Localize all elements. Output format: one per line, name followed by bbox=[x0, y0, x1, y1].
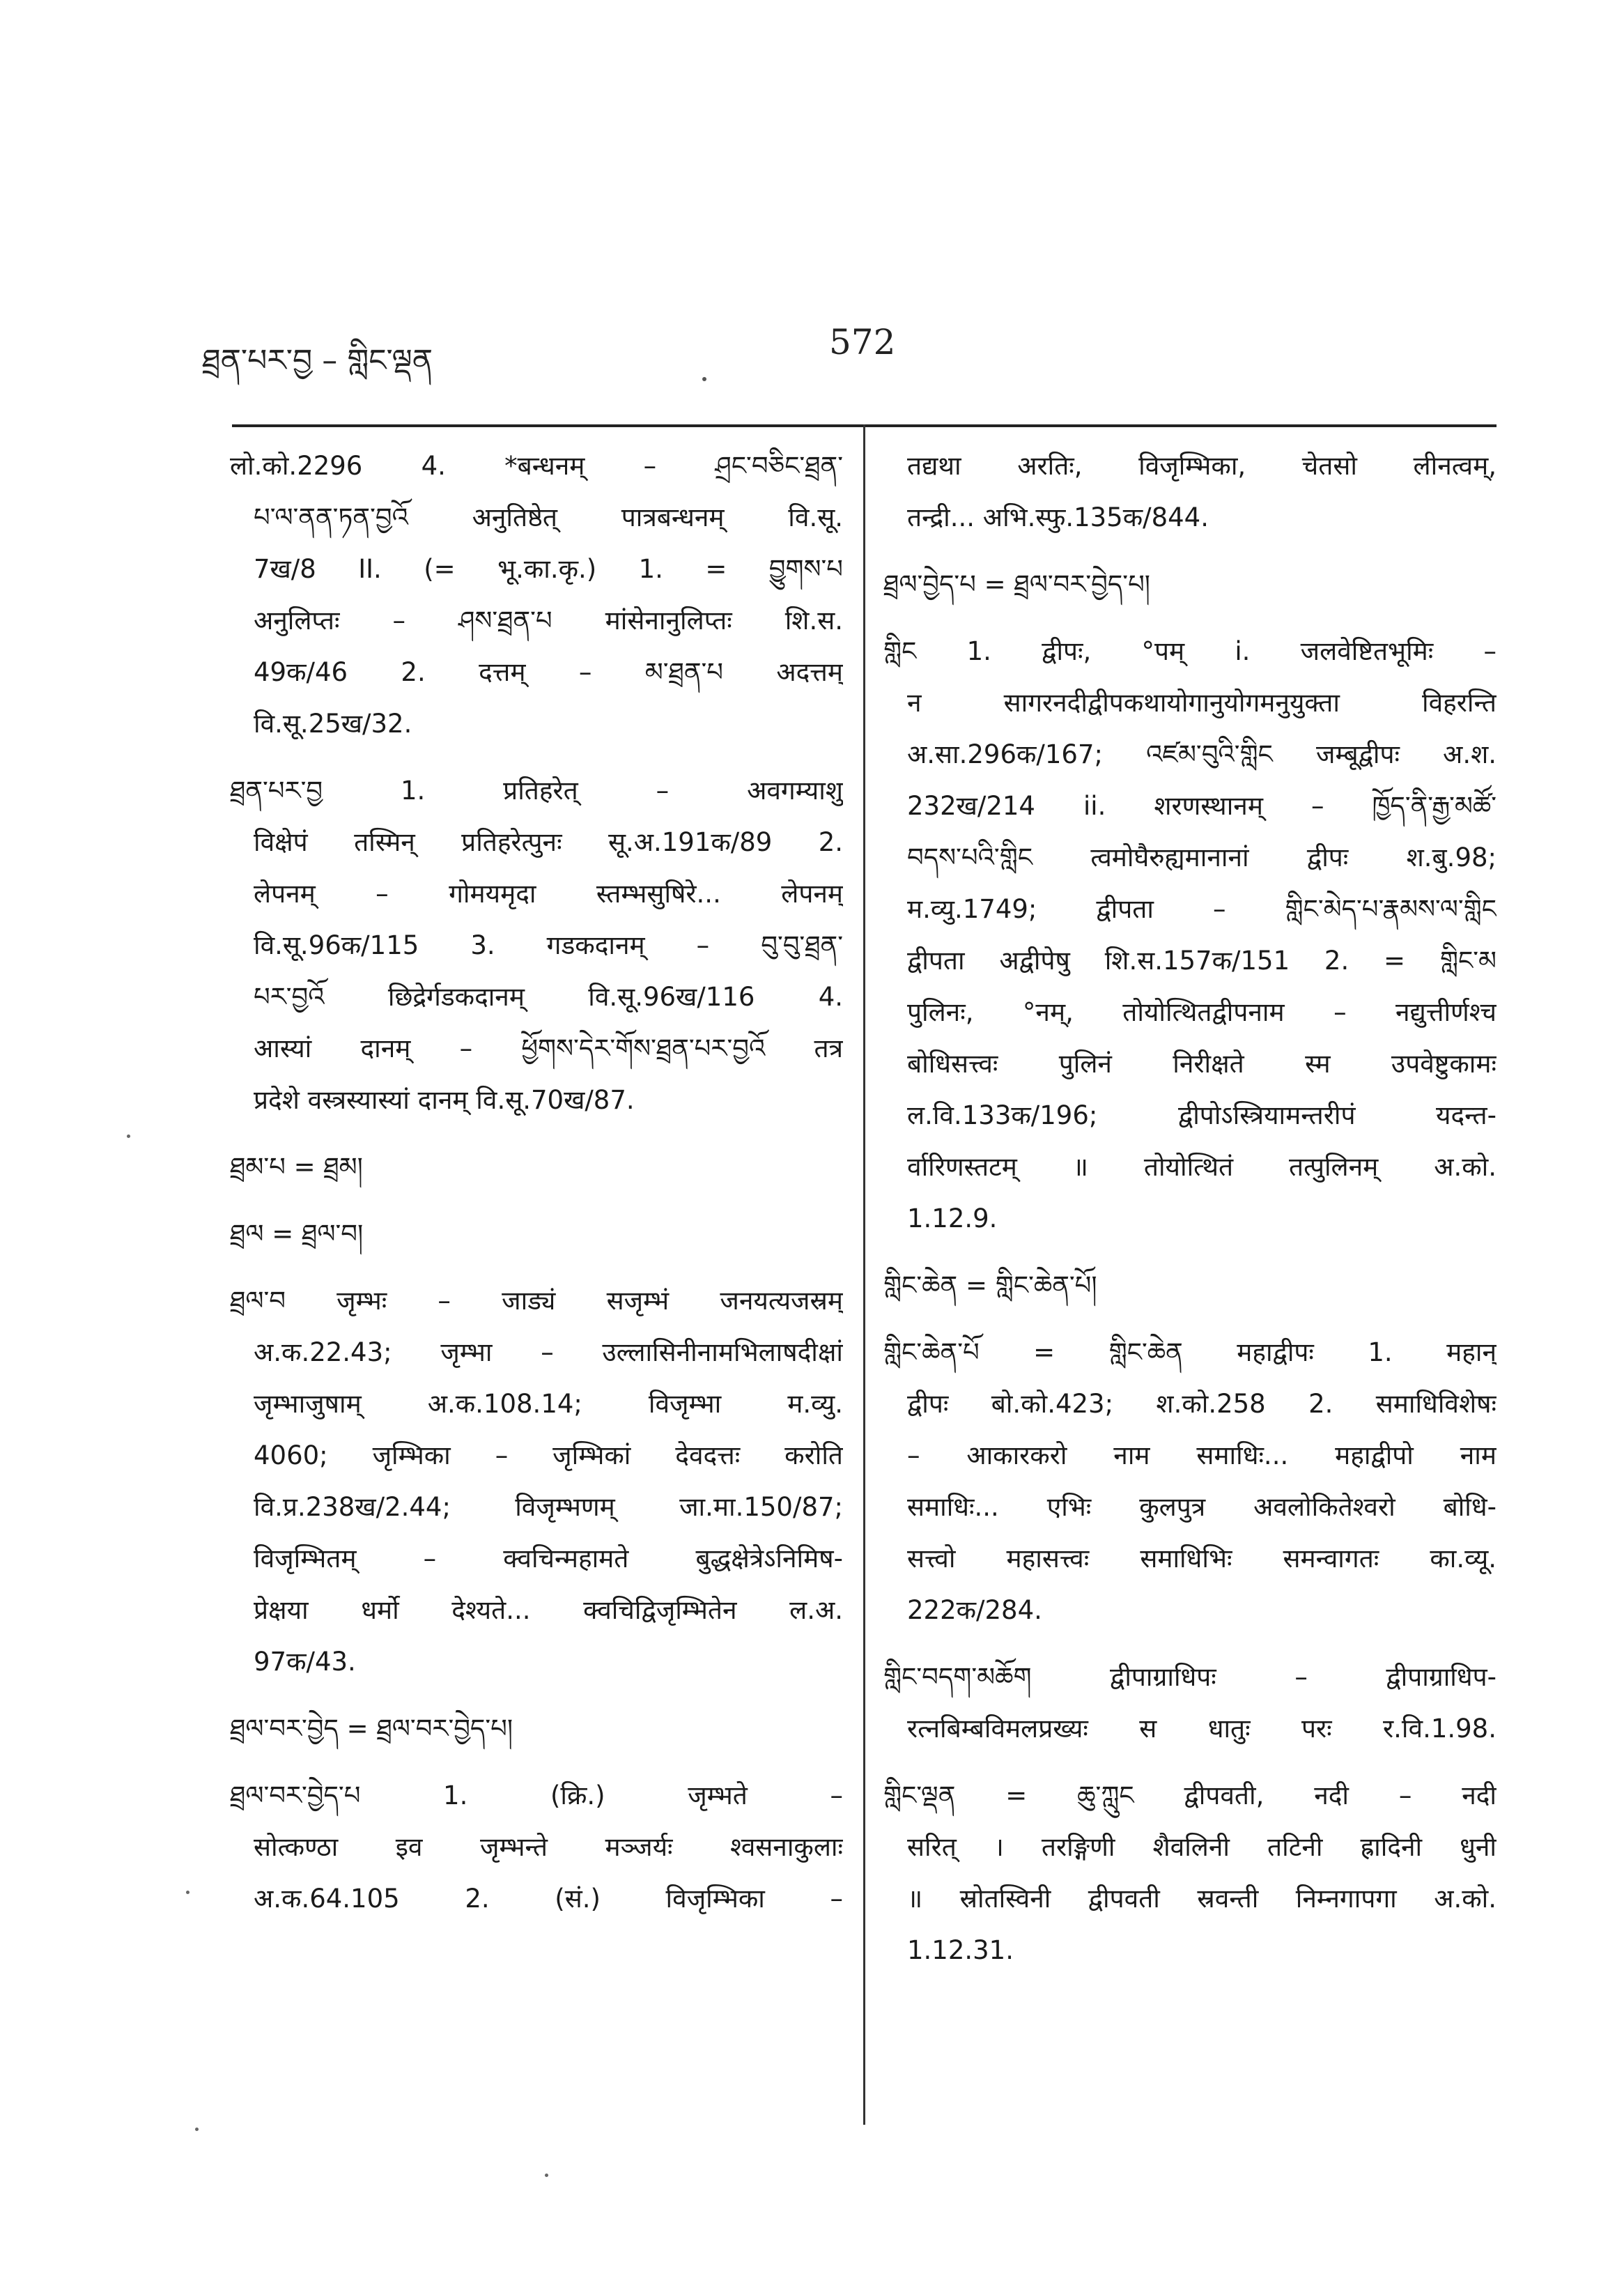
entry-line: 7ख/8 II. (= भू.का.कृ.) 1. = བྱུགས་པ bbox=[254, 554, 843, 584]
entry-line: ल.वि.133क/196; द्वीपोऽस्त्रियामन्तरीपं यदन्त- bbox=[907, 1100, 1497, 1130]
speck bbox=[127, 1135, 130, 1138]
entry-line: र्वारिणस्तटम् ॥ तोयोत्थितं तत्पुलिनम् अ.को. bbox=[907, 1152, 1497, 1182]
entry-line: लो.को.2296 4. *बन्धनम् – ཤྲང་བཅིང་ཐྲན་ bbox=[230, 451, 843, 481]
entry-line: प्रेक्षया धर्मो देश्यते... क्वचिद्विजृम्भितेन ल.अ. bbox=[254, 1595, 843, 1625]
entry-line: सोत्कण्ठा इव जृम्भन्ते मञ्जर्यः श्वसनाकुलाः bbox=[254, 1832, 843, 1862]
entry-line: अ.सा.296क/167; འཛམ་བུའི་གླིང जम्बूद्वीपः अ.श. bbox=[907, 739, 1497, 769]
entry-line: न सागरनदीद्वीपकथायोगानुयोगमनुयुक्ता विहरन्ति bbox=[907, 688, 1497, 718]
entry-line: समाधिः... एभिः कुलपुत्र अवलोकितेश्वरो बोधि- bbox=[907, 1492, 1497, 1522]
entry-line: सरित् । तरङ्गिणी शैवलिनी तटिनी ह्रादिनी धुनी bbox=[907, 1832, 1497, 1862]
headword-line: གླིང 1. द्वीपः, °पम् i. जलवेष्टितभूमिः – bbox=[883, 636, 1497, 666]
entry-line: ॥ स्रोतस्विनी द्वीपवती स्रवन्ती निम्नगापगा अ.को. bbox=[907, 1884, 1497, 1914]
entry-line: द्वीपः बो.को.423; श.को.258 2. समाधिविशेषः bbox=[907, 1389, 1497, 1419]
speck bbox=[186, 1891, 190, 1894]
headword-line: གླིང་ཆེན་པོ = གླིང་ཆེན महाद्वीपः 1. महान् bbox=[883, 1337, 1497, 1367]
headword-line: ཐྲལ་བར་བྱེད་པ 1. (क्रि.) जृम्भते – bbox=[230, 1780, 843, 1810]
entry-line: अ.क.22.43; जृम्भा – उल्लासिनीनामभिलाषदीक्षां bbox=[254, 1337, 843, 1367]
entry-line: 222क/284. bbox=[907, 1595, 1042, 1625]
right-column bbox=[883, 440, 1497, 1976]
entry-line: वि.सू.25ख/32. bbox=[254, 709, 412, 739]
left-column bbox=[230, 440, 843, 1925]
entry-line: བདས་པའི་གླིང त्वमोघैरुह्यमानानां द्वीपः श.बु.98; bbox=[907, 843, 1497, 872]
entry-line: 1.12.9. bbox=[907, 1203, 998, 1233]
entry-line: जृम्भाजुषाम् अ.क.108.14; विजृम्भा म.व्यु. bbox=[254, 1389, 843, 1419]
entry-line: लेपनम् – गोमयमृदा स्तम्भसुषिरे... लेपनम् bbox=[254, 879, 843, 909]
headword-line: གླིང་ཆེན = གླིང་ཆེན་པོ། bbox=[883, 1270, 1097, 1300]
entry-line: अनुलिप्तः – ཤས་ཐྲན་པ मांसेनानुलिप्तः शि.स. bbox=[254, 606, 843, 636]
entry-line: वि.सू.96क/115 3. गडकदानम् – བུ་བུ་ཐྲན་ bbox=[254, 930, 843, 960]
headword-line: ཐྲལ = ཐྲལ་བ། bbox=[230, 1219, 364, 1249]
entry-line: आस्यां दानम् – ཕྱོགས་དེར་གོས་ཐྲན་པར་བྱའོ तत्र bbox=[254, 1033, 843, 1063]
entry-line: पुलिनः, °नम्, तोयोत्थितद्वीपनाम – नद्युत्तीर्णश्च bbox=[907, 997, 1497, 1027]
entry-line: 49क/46 2. दत्तम् – མ་ཐྲན་པ अदत्तम् bbox=[254, 657, 843, 687]
entry-line: सत्त्वो महासत्त्वः समाधिभिः समन्वागतः का.व्यू. bbox=[907, 1544, 1497, 1574]
running-head: ཐྲན་པར་བྱ – གླིང་ལྡན bbox=[202, 343, 433, 378]
entry-line: 97क/43. bbox=[254, 1647, 356, 1677]
entry-line: रत्नबिम्बविमलप्रख्यः स धातुः परः र.वि.1.98. bbox=[907, 1714, 1497, 1744]
entry-line: 232ख/214 ii. शरणस्थानम् – ཁྱོད་ནི་རྒྱ་མཚོ་ bbox=[907, 791, 1497, 821]
entry-line: པར་བྱའོ छिद्रेर्गडकदानम् वि.सू.96ख/116 4. bbox=[254, 982, 843, 1012]
headword-line: ཐྲམ་པ = ཐྲམ། bbox=[230, 1152, 363, 1182]
entry-line: बोधिसत्त्वः पुलिनं निरीक्षते स्म उपवेष्टुकामः bbox=[907, 1049, 1497, 1079]
entry-line: – आकारकरो नाम समाधिः... महाद्वीपो नाम bbox=[907, 1440, 1497, 1470]
headword-line: ཐྲལ་བར་བྱེད = ཐྲལ་བར་བྱེད་པ། bbox=[230, 1714, 513, 1744]
entry-line: वि.प्र.238ख/2.44; विजृम्भणम् जा.मा.150/87; bbox=[254, 1492, 843, 1522]
entry-line: तन्द्री... अभि.स्फु.135क/844. bbox=[907, 502, 1209, 532]
entry-line: विजृम्भितम् – क्वचिन्महामते बुद्धक्षेत्रेऽनिमिष- bbox=[254, 1544, 843, 1574]
entry-line: म.व्यु.1749; द्वीपता – གླིང་མེད་པ་རྣམས་ལ་གླིང bbox=[907, 894, 1497, 924]
column-divider bbox=[863, 424, 865, 2125]
speck bbox=[702, 377, 706, 381]
entry-line: द्वीपता अद्वीपेषु शि.स.157क/151 2. = གླིང་མ bbox=[907, 946, 1497, 976]
headword-line: ཐྲན་པར་བྱ 1. प्रतिहरेत् – अवगम्याशु bbox=[230, 776, 843, 806]
entry-line: 4060; जृम्भिका – जृम्भिकां देवदत्तः करोति bbox=[254, 1440, 843, 1470]
entry-line: པ་ལ་ནན་ཏན་བྱའོ अनुतिष्ठेत् पात्रबन्धनम् वि.सू. bbox=[254, 502, 843, 532]
entry-line: विक्षेपं तस्मिन् प्रतिहरेत्पुनः सू.अ.191क/89 2. bbox=[254, 827, 843, 857]
entry-line: प्रदेशे वस्त्रस्यास्यां दानम् वि.सू.70ख/87. bbox=[254, 1085, 635, 1115]
headword-line: ཐྲལ་བྱེད་པ = ཐྲལ་བར་བྱེད་པ། bbox=[883, 569, 1151, 599]
page-number: 572 bbox=[829, 322, 896, 362]
headword-line: གླིང་བདག་མཆོག द्वीपाग्राधिपः – द्वीपाग्राधिप- bbox=[883, 1662, 1497, 1692]
entry-line: अ.क.64.105 2. (सं.) विजृम्भिका – bbox=[254, 1884, 843, 1914]
entry-line: तद्यथा अरतिः, विजृम्भिका, चेतसो लीनत्वम्, bbox=[907, 451, 1497, 481]
speck bbox=[545, 2174, 548, 2177]
speck bbox=[195, 2128, 199, 2131]
headword-line: ཐྲལ་བ जृम्भः – जाड्यं सजृम्भं जनयत्यजस्रम् bbox=[230, 1286, 843, 1316]
headword-line: གླིང་ལྡན = ཆུ་ཀླུང द्वीपवती, नदी – नदी bbox=[883, 1780, 1497, 1810]
entry-line: 1.12.31. bbox=[907, 1935, 1014, 1965]
